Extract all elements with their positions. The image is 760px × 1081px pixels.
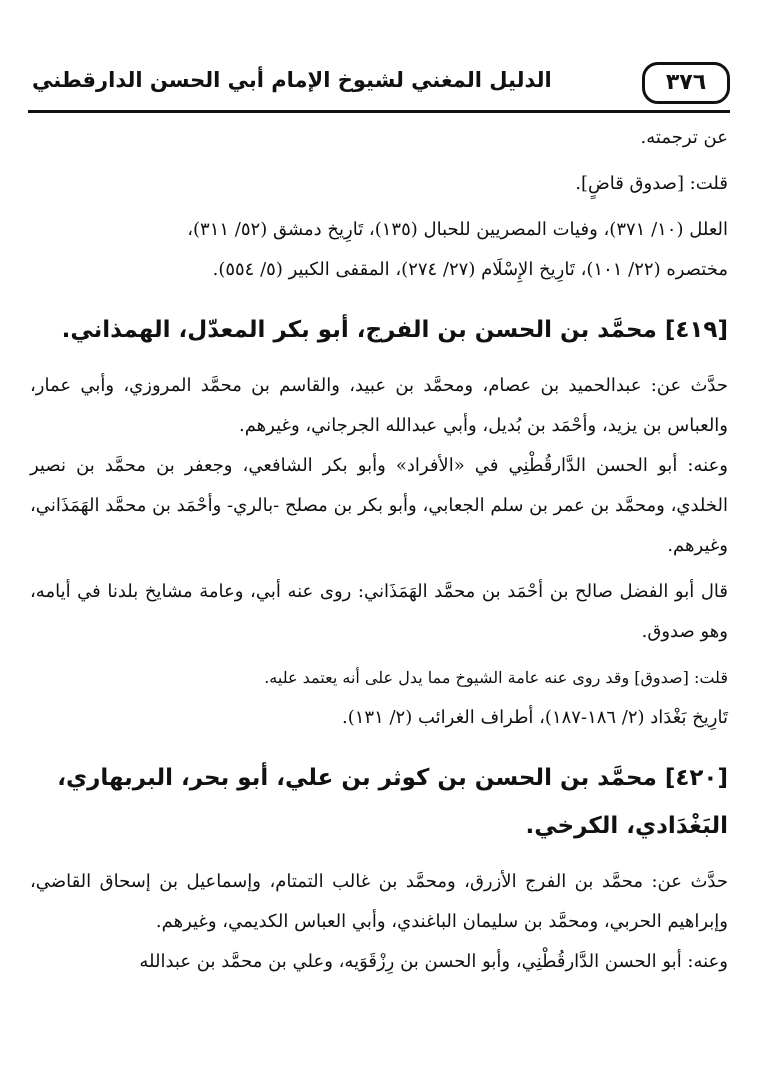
entry-heading: [٤١٩] محمَّد بن الحسن بن الفرج، أبو بكر المعدّل، الهمذاني.	[61, 317, 728, 343]
continuation-text: عن ترجمته.	[640, 127, 728, 148]
entry-title-420	[30, 754, 728, 850]
sources-line: مختصره (٢٢/ ١٠١)، تَارِيخ الإِسْلَام (٢٧/ ٢٧٤)، المقفى الكبير (٥/ ٥٥٤).	[212, 259, 728, 280]
page-content	[30, 118, 728, 982]
entry-title-419	[30, 306, 728, 354]
narrators-paragraph: وعنه: أبو الحسن الدَّارقُطْنِي، وأبو الحسن بن رِزْقَوَيه، وعلي بن محمَّد بن عبدالله	[139, 951, 728, 972]
sources-line: العلل (١٠/ ٣٧١)، وفيات المصريين للحبال (١٣٥)، تَارِيخ دمشق (٥٢/ ٣١١)،	[187, 219, 728, 240]
entry-heading: [٤٢٠] محمَّد بن الحسن بن كوثر بن علي، أبو بحر، البربهاري،	[57, 765, 728, 791]
narrated-from-paragraph: حدَّث عن: عبدالحميد بن عصام، ومحمَّد بن عبيد، والقاسم بن محمَّد المروزي، وأبي عمار، والعباس بن يزيد، وأحْمَد بن بُديل، وأبي عبدالله الجرجاني، وغيرهم.	[30, 375, 728, 436]
page-header	[28, 58, 730, 113]
page-number: ٣٧٦	[642, 62, 730, 104]
sources-paragraph: تَارِيخ بَغْدَاد (٢/ ١٨٦-١٨٧)، أطراف الغرائب (٢/ ١٣١).	[341, 707, 728, 728]
narrators-paragraph: وعنه: أبو الحسن الدَّارقُطْنِي في «الأفراد» وأبو بكر الشافعي، وجعفر بن محمَّد بن نصير الخلدي، ومحمَّد بن عمر بن سلم الجعابي، وأبو بكر بن مصلح -بالري- وأحْمَد بن محمَّد الهَمَذَاني، وغيرهم.	[30, 455, 728, 556]
narrated-from-paragraph: حدَّث عن: محمَّد بن الفرج الأزرق، ومحمَّد بن غالب التمتام، وإسماعيل بن إسحاق القاضي، وإبراهيم الحربي، ومحمَّد بن سليمان الباغندي، وأبي العباس الكديمي، وغيرهم.	[30, 871, 728, 932]
note-paragraph: قلت: [صدوق] وقد روى عنه عامة الشيوخ مما يدل على أنه يعتمد عليه.	[264, 668, 728, 687]
running-title: الدليل المغني لشيوخ الإمام أبي الحسن الدارقطني	[32, 68, 552, 92]
quote-paragraph: قال أبو الفضل صالح بن أحْمَد بن محمَّد الهَمَذَاني: روى عنه أبي، وعامة مشايخ بلدنا في أيامه، وهو صدوق.	[30, 581, 728, 642]
entry-heading: البَغْدَادي، الكرخي.	[525, 813, 728, 839]
note-paragraph: قلت: [صدوق قاضٍ].	[575, 173, 728, 194]
